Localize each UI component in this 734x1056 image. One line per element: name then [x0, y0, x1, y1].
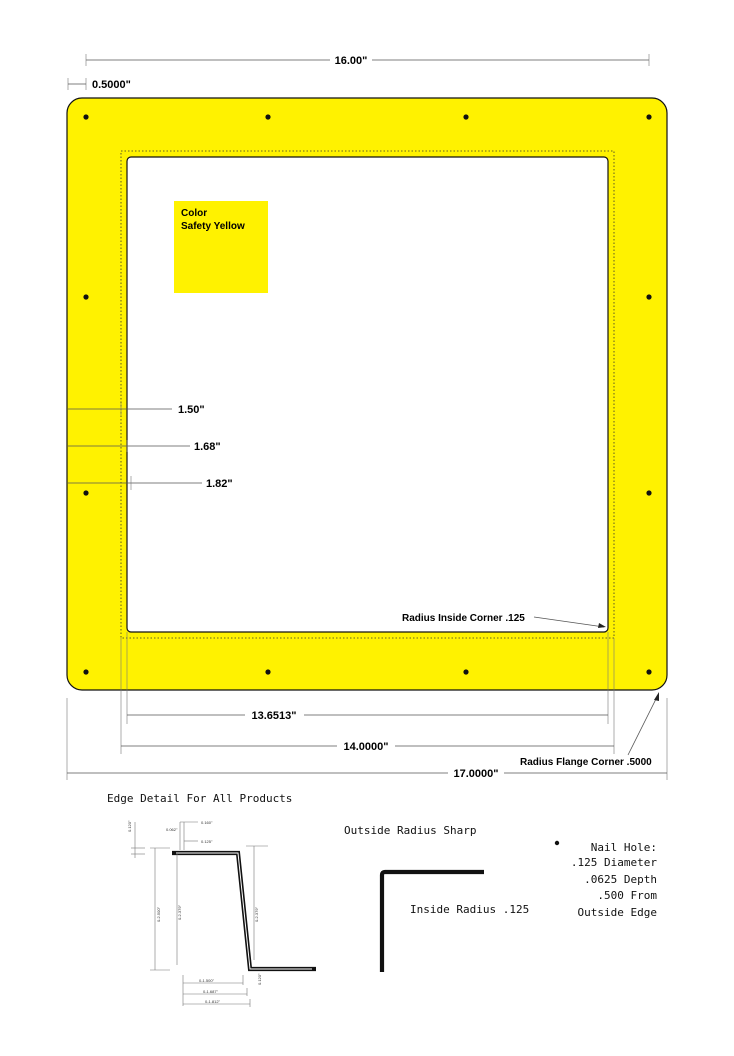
nail-hole — [646, 294, 651, 299]
swatch-line1: Color — [181, 208, 208, 219]
edge-dim-h3: 0-2.379" — [254, 907, 259, 922]
note-radius-inside — [402, 613, 606, 628]
edge-dim-right-a: 0.120" — [257, 973, 262, 985]
edge-dim-left-a: 0.120" — [127, 820, 132, 832]
nail-hole — [83, 294, 88, 299]
corner-profile — [382, 872, 484, 972]
nail-hole — [646, 669, 651, 674]
nail-hole-line5: Outside Edge — [577, 906, 657, 919]
dimension-inner-opening — [127, 710, 608, 722]
nail-hole — [646, 490, 651, 495]
edge-dim-top-a: 0.160" — [201, 820, 213, 825]
flange-1-label: 1.50" — [178, 404, 205, 416]
top-width-label: 16.00" — [334, 55, 368, 67]
edge-profile — [127, 820, 316, 1007]
nail-hole-note — [555, 841, 658, 919]
note-radius-flange — [520, 692, 659, 768]
safety-yellow-frame — [67, 98, 667, 690]
inner-opening-label: 13.6513" — [251, 710, 297, 722]
dimension-top-width — [86, 54, 649, 67]
mid-width-label: 14.0000" — [343, 741, 389, 753]
edge-dim-h1: 0-2.500" — [156, 907, 161, 922]
nail-hole — [463, 114, 468, 119]
nail-hole — [83, 114, 88, 119]
nail-hole — [83, 490, 88, 495]
edge-dim-b3: 0-1.812" — [205, 999, 220, 1004]
flange-2-label: 1.68" — [194, 441, 221, 453]
nail-hole — [265, 669, 270, 674]
flange-3-label: 1.82" — [206, 478, 233, 490]
nail-hole — [646, 114, 651, 119]
nail-hole-line1: Nail Hole: — [590, 841, 657, 854]
dimension-overall-width — [67, 768, 667, 780]
overall-width-label: 17.0000" — [453, 768, 499, 780]
radius-inside-label: Radius Inside Corner .125 — [402, 613, 525, 624]
nail-hole-line4: .500 From — [597, 889, 657, 902]
dimension-hole-offset — [68, 78, 131, 91]
hole-offset-label: 0.5000" — [92, 79, 131, 91]
nail-hole-line3: .0625 Depth — [584, 873, 657, 886]
nail-hole-bullet-icon — [555, 841, 559, 845]
edge-dim-b1: 0-1.500" — [199, 978, 214, 983]
nail-hole — [83, 669, 88, 674]
edge-dim-top-c: 0.062" — [166, 827, 178, 832]
swatch-line2: Safety Yellow — [181, 221, 245, 232]
edge-dim-h2: 0-2.379" — [177, 905, 182, 920]
edge-dim-b2: 0-1.687" — [203, 989, 218, 994]
nail-holes — [83, 114, 651, 674]
nail-hole — [265, 114, 270, 119]
nail-hole-line2: .125 Diameter — [570, 856, 657, 869]
edge-dim-top-b: 0.125" — [201, 839, 213, 844]
nail-hole — [463, 669, 468, 674]
radius-flange-label: Radius Flange Corner .5000 — [520, 757, 652, 768]
color-swatch — [174, 201, 268, 293]
dimension-mid-width — [121, 741, 614, 753]
inside-radius-label: Inside Radius .125 — [410, 903, 530, 916]
outside-radius-label: Outside Radius Sharp — [344, 824, 477, 837]
edge-detail-title: Edge Detail For All Products — [107, 792, 293, 805]
